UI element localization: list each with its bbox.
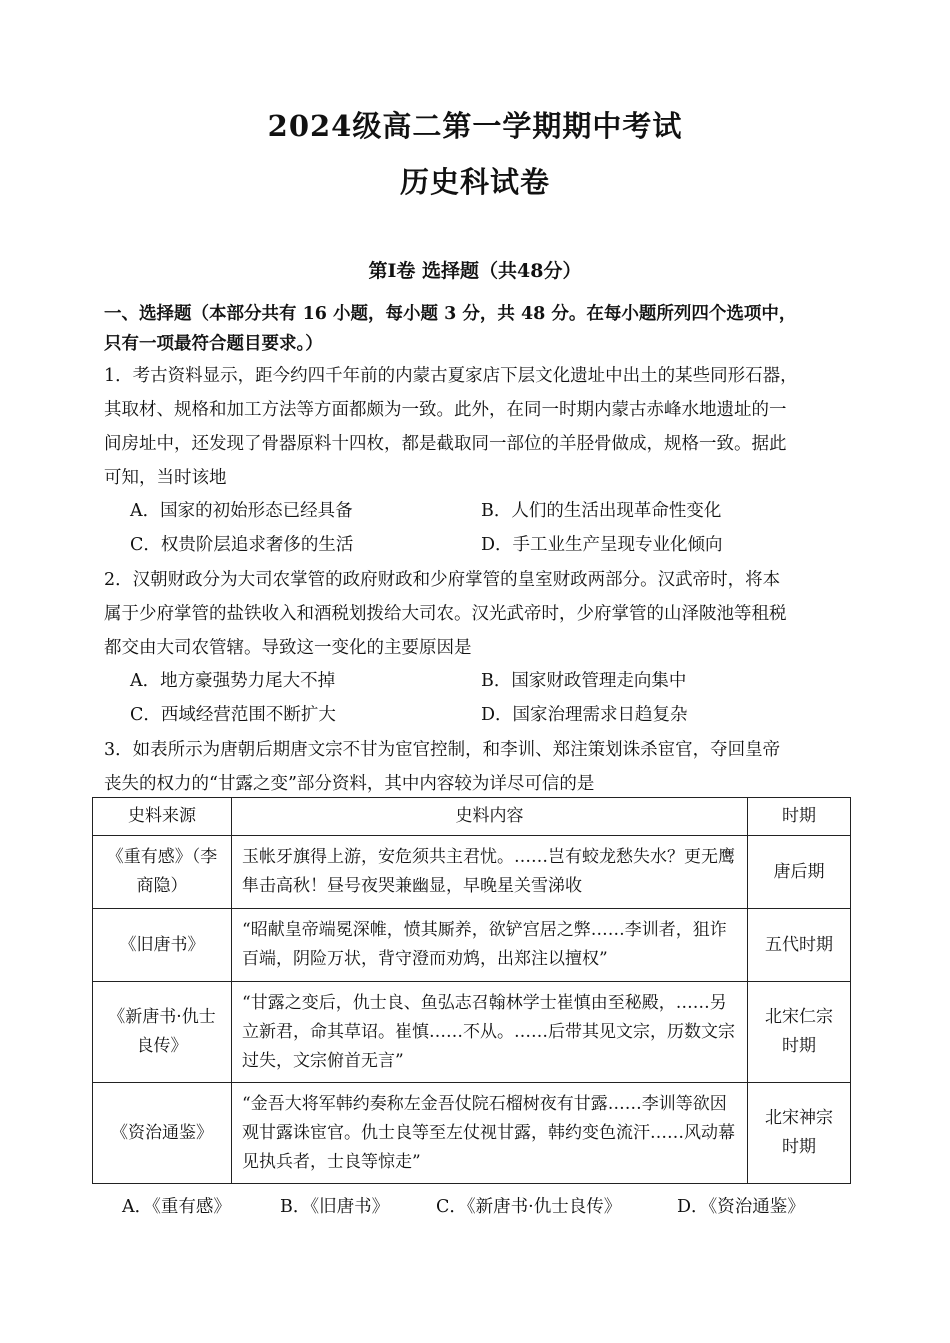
source-table bbox=[92, 797, 851, 1184]
q2-line-1: 2．汉朝财政分为大司农掌管的政府财政和少府掌管的皇室财政两部分。汉武帝时，将本 bbox=[104, 570, 781, 590]
q3-line-2: 丧失的权力的“甘露之变”部分资料，其中内容较为详尽可信的是 bbox=[104, 774, 595, 794]
q2-option-d: D．国家治理需求日趋复杂 bbox=[481, 705, 688, 725]
row-source: 《资治通鉴》 bbox=[93, 1083, 232, 1184]
row-period: 五代时期 bbox=[748, 909, 851, 982]
q1-option-d: D．手工业生产呈现专业化倾向 bbox=[481, 535, 723, 555]
q2-option-a: A．地方豪强势力尾大不掉 bbox=[130, 671, 336, 691]
q1-line-1: 1．考古资料显示，距今约四千年前的内蒙古夏家店下层文化遗址中出土的某些同形石器， bbox=[104, 366, 798, 386]
row-source: 《新唐书·仇士良传》 bbox=[93, 982, 232, 1083]
header-source: 史料来源 bbox=[93, 798, 232, 836]
section-title: 第Ⅰ卷 选择题（共48分） bbox=[368, 260, 582, 282]
q2-option-b: B．国家财政管理走向集中 bbox=[481, 671, 687, 691]
header-content: 史料内容 bbox=[232, 798, 748, 836]
table-row bbox=[93, 909, 851, 982]
row-period: 北宋神宗时期 bbox=[748, 1083, 851, 1184]
q2-line-2: 属于少府掌管的盐铁收入和酒税划拨给大司农。汉光武帝时，少府掌管的山泽陂池等租税 bbox=[104, 604, 787, 624]
q3-line-1: 3．如表所示为唐朝后期唐文宗不甘为宦官控制，和李训、郑注策划诛杀宦官，夺回皇帝 bbox=[104, 740, 781, 760]
exam-subtitle: 历史科试卷 bbox=[399, 165, 550, 199]
q1-line-2: 其取材、规格和加工方法等方面都颇为一致。此外，在同一时期内蒙古赤峰水地遗址的一 bbox=[104, 400, 787, 420]
q3-option-d: D．《资治通鉴》 bbox=[677, 1197, 805, 1217]
q3-option-c: C．《新唐书·仇士良传》 bbox=[436, 1197, 622, 1217]
row-content: 玉帐牙旗得上游，安危须共主君忧。……岂有蛟龙愁失水？更无鹰隼击高秋！昼号夜哭兼幽显，早晚星关雪涕收 bbox=[232, 836, 748, 909]
row-content: “昭献皇帝端冕深帷，愤其厮养，欲铲宫居之弊……李训者，狙诈百端，阴险万状，背守澄而劝鸩，出郑注以擅权” bbox=[232, 909, 748, 982]
part-heading-line-1: 一、选择题（本部分共有 16 小题，每小题 3 分，共 48 分。在每小题所列四个选项中， bbox=[104, 304, 797, 324]
q1-option-b: B．人们的生活出现革命性变化 bbox=[481, 501, 722, 521]
q1-line-4: 可知，当时该地 bbox=[104, 468, 227, 488]
row-content: “甘露之变后，仇士良、鱼弘志召翰林学士崔慎由至秘殿，……另立新君，命其草诏。崔慎……不从。……后带其见文宗，历数文宗过失，文宗俯首无言” bbox=[232, 982, 748, 1083]
row-source: 《重有感》（李商隐） bbox=[93, 836, 232, 909]
q1-option-c: C．权贵阶层追求奢侈的生活 bbox=[130, 535, 354, 555]
row-source: 《旧唐书》 bbox=[93, 909, 232, 982]
q3-option-b: B．《旧唐书》 bbox=[280, 1197, 390, 1217]
exam-title: 2024级高二第一学期期中考试 bbox=[267, 109, 683, 143]
table-header-row bbox=[93, 798, 851, 836]
row-period: 北宋仁宗时期 bbox=[748, 982, 851, 1083]
q2-line-3: 都交由大司农管辖。导致这一变化的主要原因是 bbox=[104, 638, 472, 658]
q3-option-a: A．《重有感》 bbox=[122, 1197, 231, 1217]
header-period: 时期 bbox=[748, 798, 851, 836]
row-period: 唐后期 bbox=[748, 836, 851, 909]
row-content: “金吾大将军韩约奏称左金吾仗院石榴树夜有甘露……李训等欲因观甘露诛宦官。仇士良等至左仗视甘露，韩约变色流汗……风动幕见执兵者，士良等惊走” bbox=[232, 1083, 748, 1184]
table-row bbox=[93, 982, 851, 1083]
part-heading-line-2: 只有一项最符合题目要求。） bbox=[104, 334, 323, 354]
q1-option-a: A．国家的初始形态已经具备 bbox=[130, 501, 353, 521]
q2-option-c: C．西域经营范围不断扩大 bbox=[130, 705, 336, 725]
table-row bbox=[93, 1083, 851, 1184]
table-row bbox=[93, 836, 851, 909]
q1-line-3: 间房址中，还发现了骨器原料十四枚，都是截取同一部位的羊胫骨做成，规格一致。据此 bbox=[104, 434, 787, 454]
